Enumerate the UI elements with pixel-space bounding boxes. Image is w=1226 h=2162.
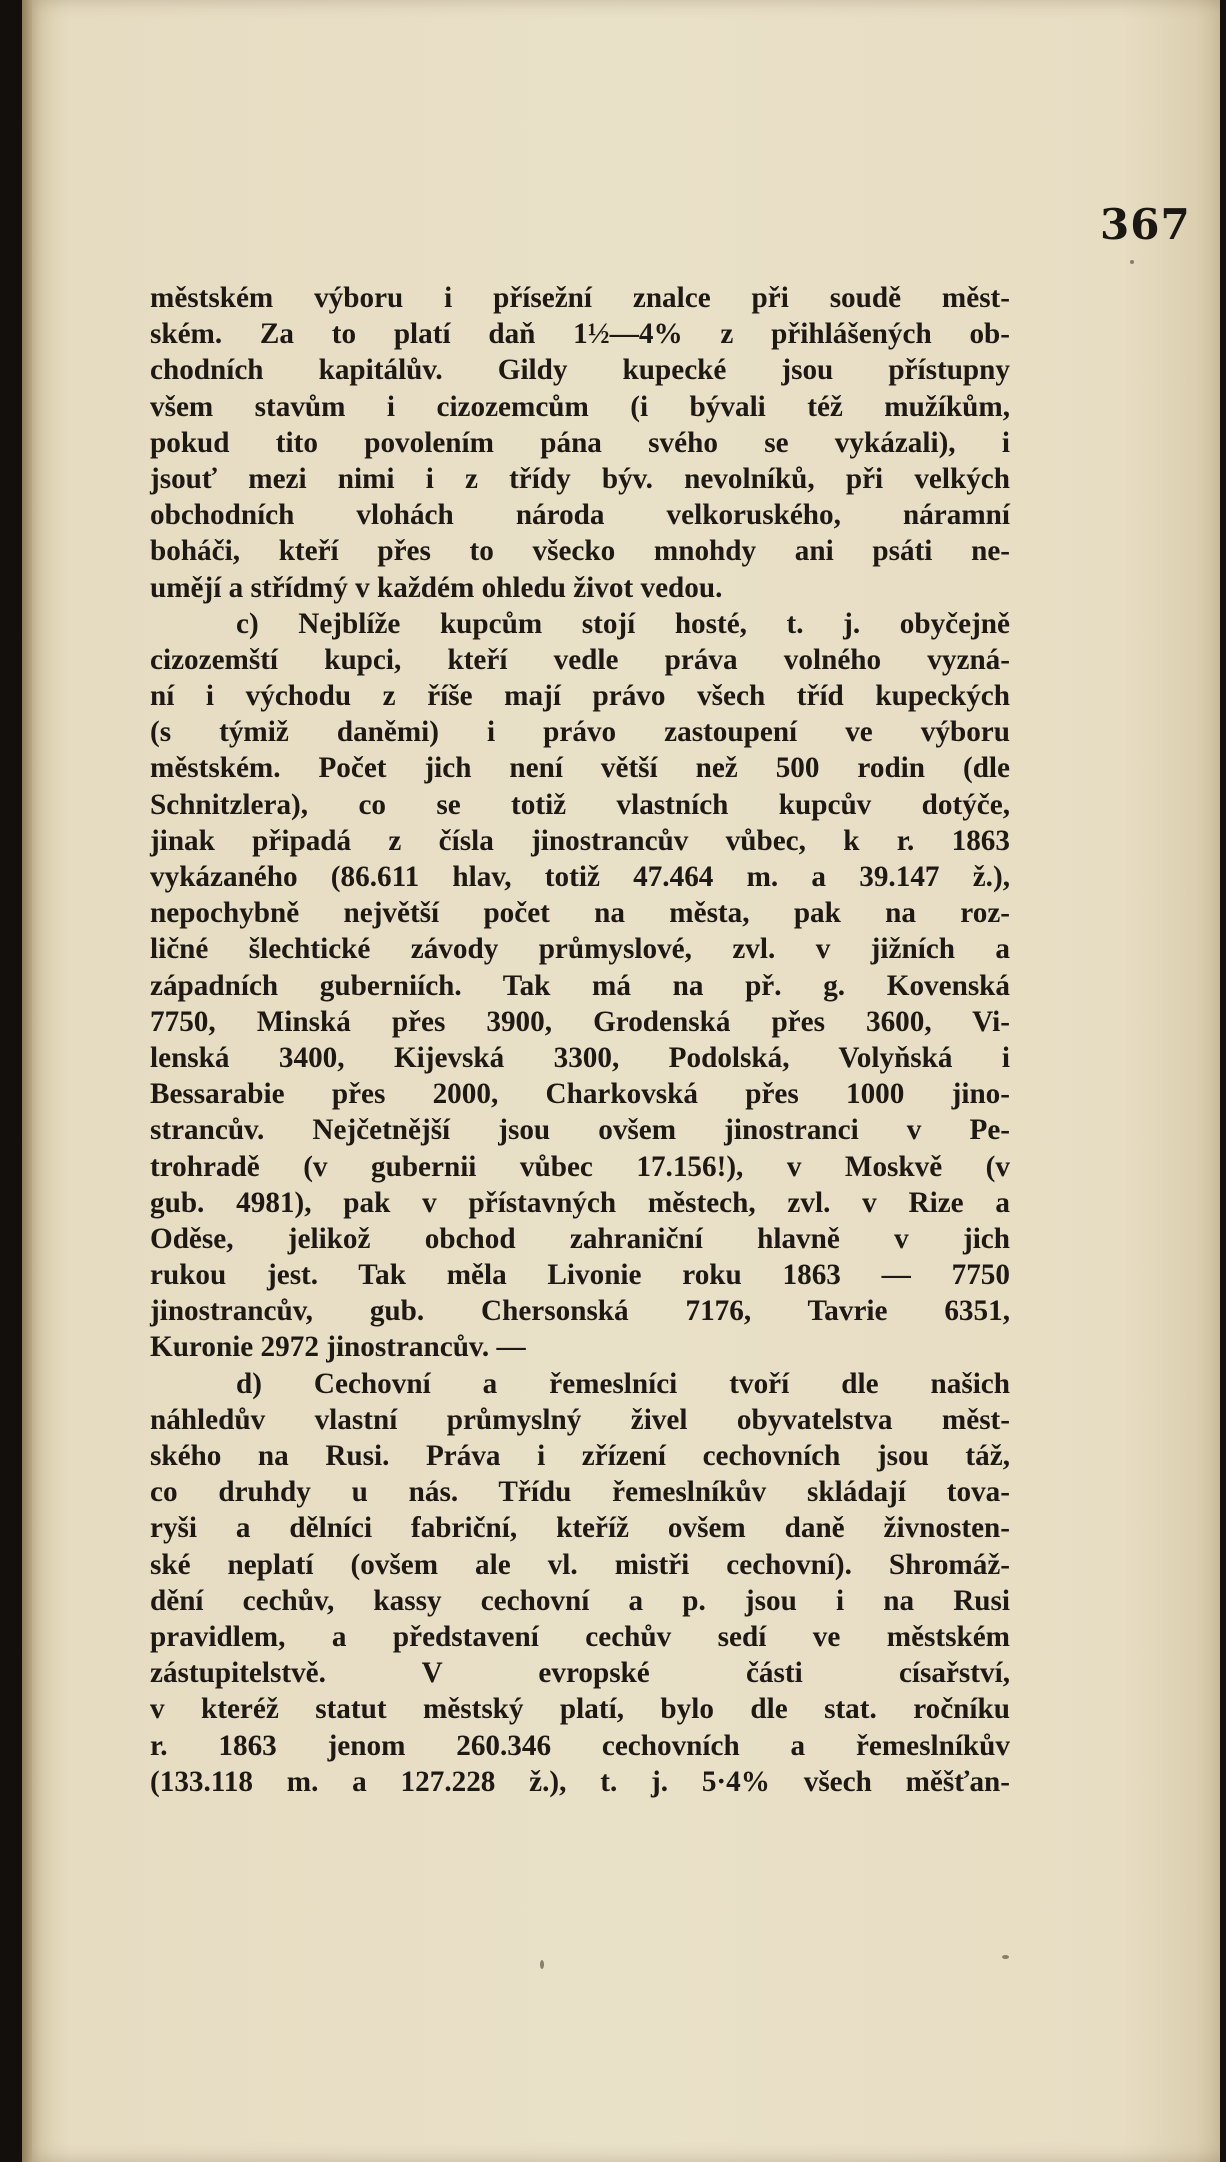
text-line: (s týmiž daněmi) i právo zastoupení ve výboru — [150, 716, 1010, 749]
text-line: ličné šlechtické závody průmyslové, zvl. v jižních a — [150, 933, 1010, 966]
text-line: Kuronie 2972 jinostrancův. — — [150, 1331, 526, 1364]
text-line: trohradě (v gubernii vůbec 17.156!), v Moskvě (v — [150, 1150, 1010, 1183]
paper-speck — [540, 1960, 544, 1969]
text-line: chodních kapitálův. Gildy kupecké jsou přístupny — [150, 354, 1010, 387]
text-line: ském. Za to platí daň 1½—4% z přihlášených ob- — [150, 318, 1010, 351]
text-line: jsouť mezi nimi i z třídy býv. nevolníků, při velkých — [150, 462, 1010, 495]
text-line: jinak připadá z čísla jinostrancův vůbec, k r. 1863 — [150, 824, 1010, 857]
paper-speck — [1002, 1955, 1009, 1959]
text-line: v kteréž statut městský platí, bylo dle stat. ročníku — [150, 1693, 1010, 1726]
text-line: cizozemští kupci, kteří vedle práva volného vyzná- — [150, 643, 1010, 676]
text-line: zástupitelstvě. V evropské části císařství, — [150, 1657, 1010, 1690]
text-line: co druhdy u nás. Třídu řemeslníkův skládají tova- — [150, 1476, 1010, 1509]
text-line: ského na Rusi. Práva i zřízení cechovních jsou táž, — [150, 1440, 1010, 1472]
text-line: pokud tito povolením pána svého se vykázali), i — [150, 426, 1010, 459]
text-line: nepochybně největší počet na města, pak na roz- — [150, 897, 1010, 930]
text-line: rukou jest. Tak měla Livonie roku 1863 — 7750 — [150, 1259, 1010, 1292]
text-line: strancův. Nejčetnější jsou ovšem jinostranci v Pe- — [150, 1114, 1010, 1147]
text-line: umějí a střídmý v každém ohledu život vedou. — [150, 571, 723, 604]
text-line: d) Cechovní a řemeslníci tvoří dle našich — [236, 1367, 1010, 1400]
text-line: městském. Počet jich není větší než 500 rodin (dle — [150, 752, 1010, 785]
text-line: ské neplatí (ovšem ale vl. mistři cechovní). Shromáž- — [150, 1548, 1010, 1581]
text-line: západních guberniích. Tak má na př. g. Kovenská — [150, 969, 1010, 1002]
page-gutter — [22, 0, 32, 2162]
text-line: všem stavům i cizozemcům (i bývali též mužíkům, — [150, 390, 1010, 423]
text-line: r. 1863 jenom 260.346 cechovních a řemeslníkův — [150, 1729, 1010, 1762]
text-line: gub. 4981), pak v přístavných městech, zvl. v Rize a — [150, 1186, 1010, 1219]
text-line: jinostrancův, gub. Chersonská 7176, Tavrie 6351, — [150, 1295, 1010, 1328]
text-line: Bessarabie přes 2000, Charkovská přes 1000 jino- — [150, 1078, 1010, 1111]
paper-speck — [1130, 260, 1134, 264]
text-line: ryši a dělníci fabriční, kteříž ovšem daně živnosten- — [150, 1512, 1010, 1545]
text-line: lenská 3400, Kijevská 3300, Podolská, Volyňská i — [150, 1041, 1010, 1074]
text-line: Schnitzlera), co se totiž vlastních kupcův dotýče, — [150, 788, 1010, 821]
text-line: náhledův vlastní průmyslný živel obyvatelstva měst- — [150, 1403, 1010, 1436]
text-line: pravidlem, a představení cechův sedí ve městském — [150, 1620, 1010, 1653]
text-line: Oděse, jelikož obchod zahraniční hlavně v jich — [150, 1222, 1010, 1255]
text-line: dění cechův, kassy cechovní a p. jsou i na Rusi — [150, 1584, 1010, 1617]
text-line: 7750, Minská přes 3900, Grodenská přes 3600, Vi- — [150, 1005, 1010, 1038]
text-line: (133.118 m. a 127.228 ž.), t. j. 5·4% všech měšťan- — [150, 1765, 1010, 1798]
text-line: ní i východu z říše mají právo všech tříd kupeckých — [150, 680, 1010, 713]
body-text — [150, 280, 1010, 1800]
text-line: vykázaného (86.611 hlav, totiž 47.464 m. a 39.147 ž.), — [150, 861, 1010, 893]
text-line: c) Nejblíže kupcům stojí hosté, t. j. obyčejně — [236, 607, 1010, 640]
page-number: 367 — [1100, 200, 1191, 249]
text-line: městském výboru i přísežní znalce při soudě měst- — [150, 282, 1010, 314]
text-line: obchodních vlohách národa velkoruského, náramní — [150, 499, 1010, 532]
text-line: boháči, kteří přes to všecko mnohdy ani psáti ne- — [150, 535, 1010, 568]
